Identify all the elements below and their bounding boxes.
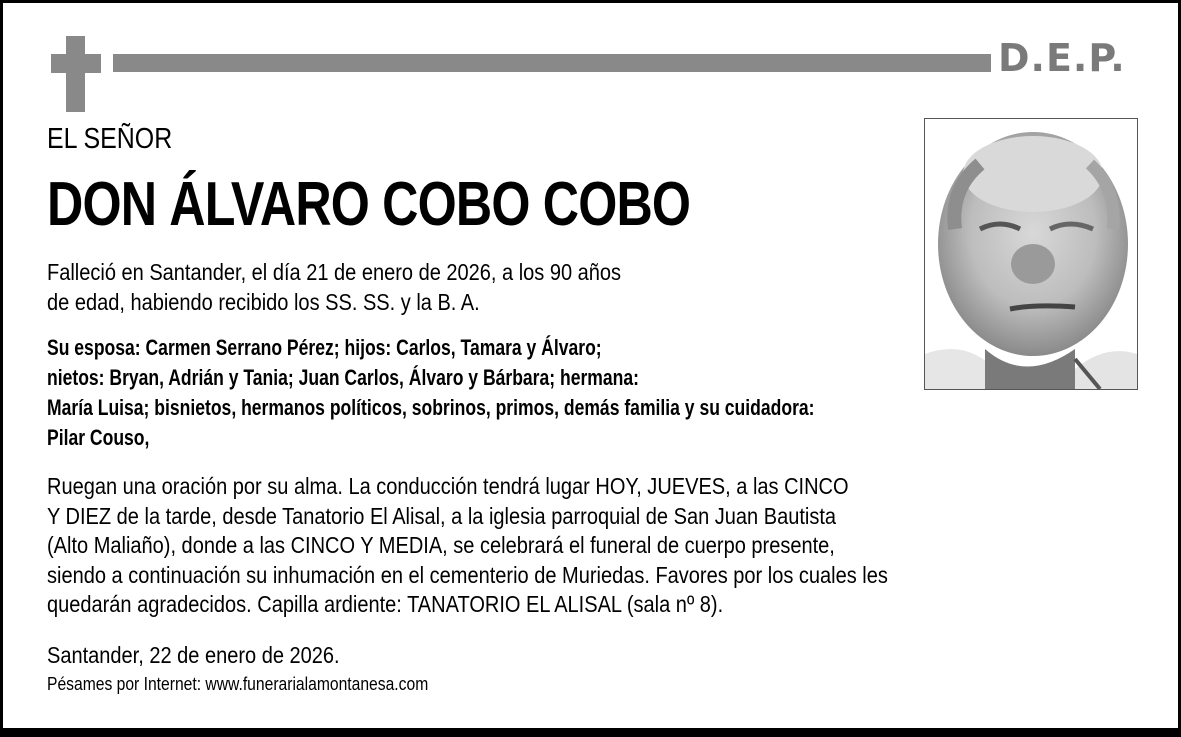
service-line: quedarán agradecidos. Capilla ardiente: TANATORIO EL ALISAL (sala nº 8). [47, 591, 724, 617]
family-line: María Luisa; bisnietos, hermanos políticos, sobrinos, primos, demás familia y su cuidadora: [47, 395, 815, 420]
deceased-name: DON ÁLVARO COBO COBO [47, 170, 691, 239]
family-line: Pilar Couso, [47, 425, 150, 450]
portrait-image [925, 119, 1137, 389]
header-rule [113, 54, 991, 72]
service-line: Ruegan una oración por su alma. La conducción tendrá lugar HOY, JUEVES, a las CINCO [47, 473, 849, 499]
death-notice-line: Falleció en Santander, el día 21 de enero de 2026, a los 90 años [47, 259, 622, 285]
service-details [47, 472, 888, 620]
cross-icon-bar [51, 54, 101, 73]
service-line: siendo a continuación su inhumación en el cementerio de Muriedas. Favores por los cuales les [47, 561, 888, 588]
dep-label: D.E.P. [998, 36, 1126, 80]
place-date: Santander, 22 de enero de 2026. [47, 642, 340, 668]
family-line: Su esposa: Carmen Serrano Pérez; hijos: Carlos, Tamara y Álvaro; [47, 335, 602, 360]
portrait-photo [924, 118, 1138, 390]
death-notice [47, 257, 621, 317]
service-line: (Alto Maliaño), donde a las CINCO Y MEDIA, se celebrará el funeral de cuerpo presente, [47, 532, 835, 558]
death-notice-line: de edad, habiendo recibido los SS. SS. y la B. A. [47, 289, 480, 315]
honorific: EL SEÑOR [47, 123, 173, 155]
family-list [47, 333, 815, 453]
cross-icon [66, 36, 85, 112]
condolences-link[interactable]: Pésames por Internet: www.funerarialamontanesa.com [47, 674, 429, 694]
service-line: Y DIEZ de la tarde, desde Tanatorio El Alisal, a la iglesia parroquial de San Juan Bautista [47, 502, 837, 529]
family-line: nietos: Bryan, Adrián y Tania; Juan Carlos, Álvaro y Bárbara; hermana: [47, 365, 639, 390]
